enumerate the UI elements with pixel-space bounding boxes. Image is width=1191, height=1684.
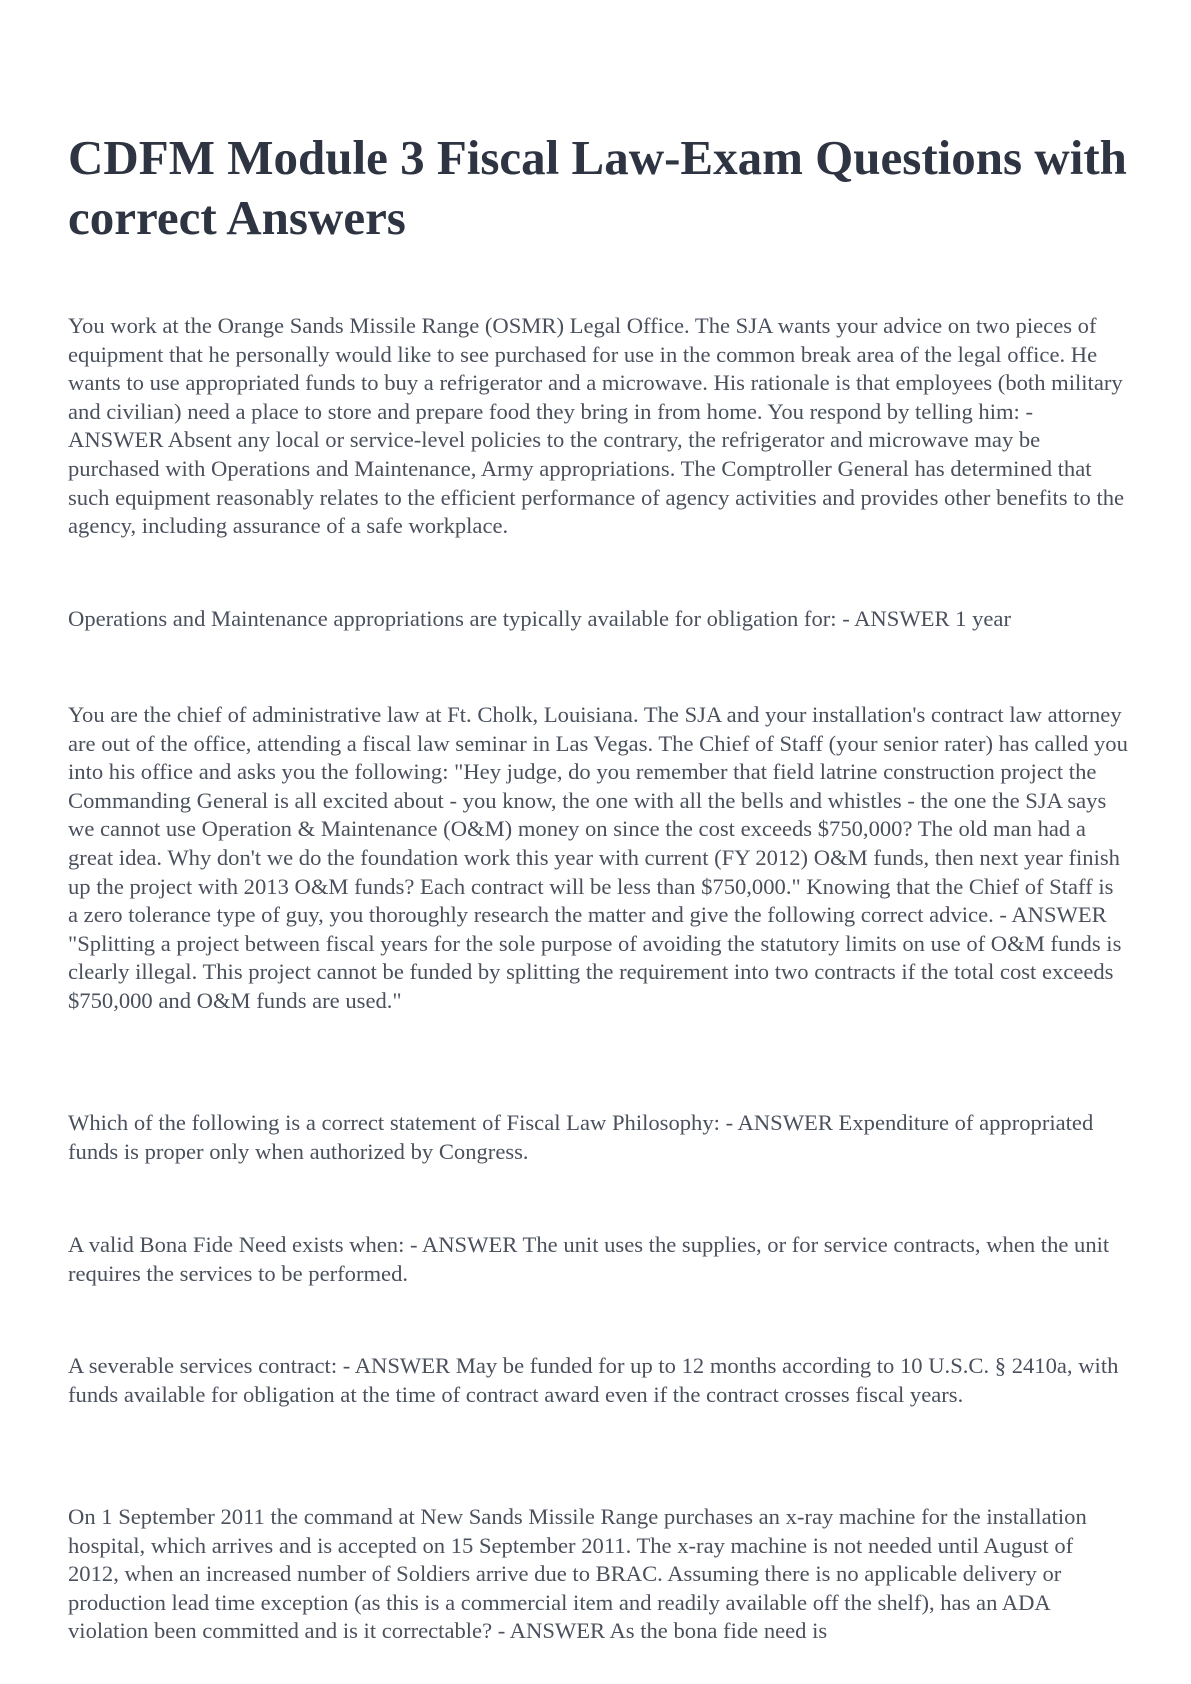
qa-entry-xray-machine: On 1 September 2011 the command at New Sands Missile Range purchases an x-ray machine for the installation hospital, which arrives and is accepted on 15 September 2011. The x-ray machine is not needed until August of 2012, when an increased number of Soldiers arrive due to BRAC. Assuming there is no applicable delivery or production lead time exception (as this is a commercial item and readily available off the shelf), has an ADA violation been committed and is it correctable? - ANSWER As the bona fide need is (68, 1504, 1087, 1644)
qa-entry-fiscal-law-philosophy: Which of the following is a correct statement of Fiscal Law Philosophy: - ANSWER Expenditure of appropriated funds is proper only when authorized by Congress. (68, 1110, 1094, 1164)
document-title: CDFM Module 3 Fiscal Law-Exam Questions with correct Answers (68, 130, 1127, 245)
qa-entry-bona-fide-need: A valid Bona Fide Need exists when: - ANSWER The unit uses the supplies, or for service contracts, when the unit requires the services to be performed. (68, 1232, 1110, 1286)
qa-entry-severable-services: A severable services contract: - ANSWER May be funded for up to 12 months according to 10 U.S.C. § 2410a, with funds available for obligation at the time of contract award even if the contract crosses fiscal years. (68, 1353, 1119, 1407)
qa-entry-refrigerator-microwave: You work at the Orange Sands Missile Range (OSMR) Legal Office. The SJA wants your advice on two pieces of equipment that he personally would like to see purchased for use in the common break area of the legal office. He wants to use appropriated funds to buy a refrigerator and a microwave. His rationale is that employees (both military and civilian) need a place to store and prepare food they bring in from home. You respond by telling him: - ANSWER Absent any local or service-level policies to the contrary, the refrigerator and microwave may be purchased with Operations and Maintenance, Army appropriations. The Comptroller General has determined that such equipment reasonably relates to the efficient performance of agency activities and provides other benefits to the agency, including assurance of a safe workplace. (68, 313, 1125, 539)
qa-entry-om-availability: Operations and Maintenance appropriations are typically available for obligation for: - ANSWER 1 year (68, 606, 1011, 631)
qa-entry-latrine-project: You are the chief of administrative law at Ft. Cholk, Louisiana. The SJA and your installation's contract law attorney are out of the office, attending a fiscal law seminar in Las Vegas. The Chief of Staff (your senior rater) has called you into his office and asks you the following: "Hey judge, do you remember that field latrine construction project the Commanding General is all excited about - you know, the one with all the bells and whistles - the one the SJA says we cannot use Operation & Maintenance (O&M) money on since the cost exceeds $750,000? The old man had a great idea. Why don't we do the foundation work this year with current (FY 2012) O&M funds, then next year finish up the project with 2013 O&M funds? Each contract will be less than $750,000." Knowing that the Chief of Staff is a zero tolerance type of guy, you thoroughly research the matter and give the following correct advice. - ANSWER "Splitting a project between fiscal years for the sole purpose of avoiding the statutory limits on use of O&M funds is clearly illegal. This project cannot be funded by splitting the requirement into two contracts if the total cost exceeds $750,000 and O&M funds are used." (68, 702, 1128, 1013)
